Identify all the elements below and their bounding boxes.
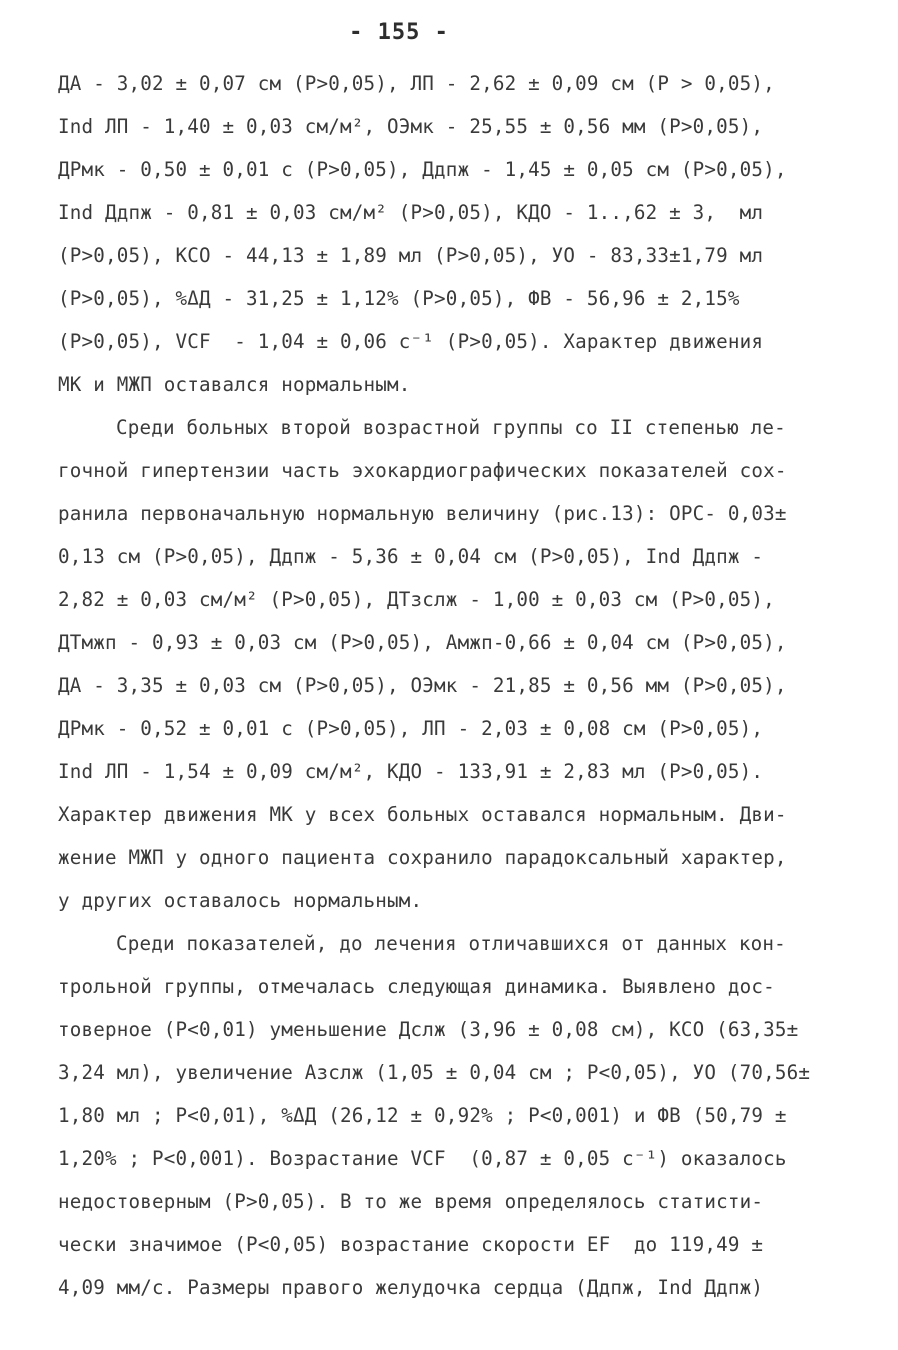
- paragraph-first-line: Среди показателей, до лечения отличавшихся от данных кон-: [116, 932, 786, 955]
- text-line: гочной гипертензии часть эхокардиографических показателей сох-: [58, 459, 787, 482]
- text-line: ДРмк - 0,50 ± 0,01 с (Р>0,05), Ддпж - 1,45 ± 0,05 см (Р>0,05),: [58, 158, 787, 181]
- text-line: недостоверным (Р>0,05). В то же время определялось статисти-: [58, 1190, 764, 1213]
- text-line: ДТмжп - 0,93 ± 0,03 см (Р>0,05), Амжп-0,66 ± 0,04 см (Р>0,05),: [58, 631, 787, 654]
- text-line: ранила первоначальную нормальную величину (рис.13): ОРС- 0,03±: [58, 502, 787, 525]
- text-line: чески значимое (Р<0,05) возрастание скорости EF до 119,49 ±: [58, 1233, 764, 1256]
- text-line: 4,09 мм/с. Размеры правого желудочка сердца (Ддпж, Ind Ддпж): [58, 1276, 764, 1299]
- text-line: (Р>0,05), %ΔД - 31,25 ± 1,12% (Р>0,05), ФВ - 56,96 ± 2,15%: [58, 287, 740, 310]
- text-line: 2,82 ± 0,03 см/м² (Р>0,05), ДТзслж - 1,00 ± 0,03 см (Р>0,05),: [58, 588, 775, 611]
- text-line: ДРмк - 0,52 ± 0,01 с (Р>0,05), ЛП - 2,03 ± 0,08 см (Р>0,05),: [58, 717, 764, 740]
- text-line: ДА - 3,02 ± 0,07 см (Р>0,05), ЛП - 2,62 ± 0,09 см (Р > 0,05),: [58, 72, 775, 95]
- page-number: - 155 -: [349, 20, 449, 45]
- text-line: 1,80 мл ; Р<0,01), %ΔД (26,12 ± 0,92% ; Р<0,001) и ФВ (50,79 ±: [58, 1104, 787, 1127]
- text-line: Ind ЛП - 1,40 ± 0,03 см/м², ОЭмк - 25,55 ± 0,56 мм (Р>0,05),: [58, 115, 764, 138]
- text-line: ДА - 3,35 ± 0,03 см (Р>0,05), ОЭмк - 21,85 ± 0,56 мм (Р>0,05),: [58, 674, 787, 697]
- text-line: 3,24 мл), увеличение Азслж (1,05 ± 0,04 см ; Р<0,05), УО (70,56±: [58, 1061, 811, 1084]
- text-line: (Р>0,05), КСО - 44,13 ± 1,89 мл (Р>0,05), УО - 83,33±1,79 мл: [58, 244, 764, 267]
- text-line: Ind Ддпж - 0,81 ± 0,03 см/м² (Р>0,05), КДО - 1..,62 ± 3, мл: [58, 201, 764, 224]
- text-line: жение МЖП у одного пациента сохранило парадоксальный характер,: [58, 846, 787, 869]
- text-line: у других оставалось нормальным.: [58, 889, 423, 912]
- text-line: 1,20% ; Р<0,001). Возрастание VCF (0,87 ± 0,05 с⁻¹) оказалось: [58, 1147, 787, 1170]
- text-line: Ind ЛП - 1,54 ± 0,09 см/м², КДО - 133,91 ± 2,83 мл (Р>0,05).: [58, 760, 764, 783]
- text-line: товерное (Р<0,01) уменьшение Дслж (3,96 ± 0,08 см), КСО (63,35±: [58, 1018, 799, 1041]
- text-line: Характер движения МК у всех больных оставался нормальным. Дви-: [58, 803, 787, 826]
- text-line: (Р>0,05), VCF - 1,04 ± 0,06 с⁻¹ (Р>0,05). Характер движения: [58, 330, 764, 353]
- paragraph-first-line: Среди больных второй возрастной группы со II степенью ле-: [116, 416, 786, 439]
- text-line: 0,13 см (Р>0,05), Ддпж - 5,36 ± 0,04 см (Р>0,05), Ind Ддпж -: [58, 545, 764, 568]
- text-line: трольной группы, отмечалась следующая динамика. Выявлено дос-: [58, 975, 775, 998]
- text-line: МК и МЖП оставался нормальным.: [58, 373, 411, 396]
